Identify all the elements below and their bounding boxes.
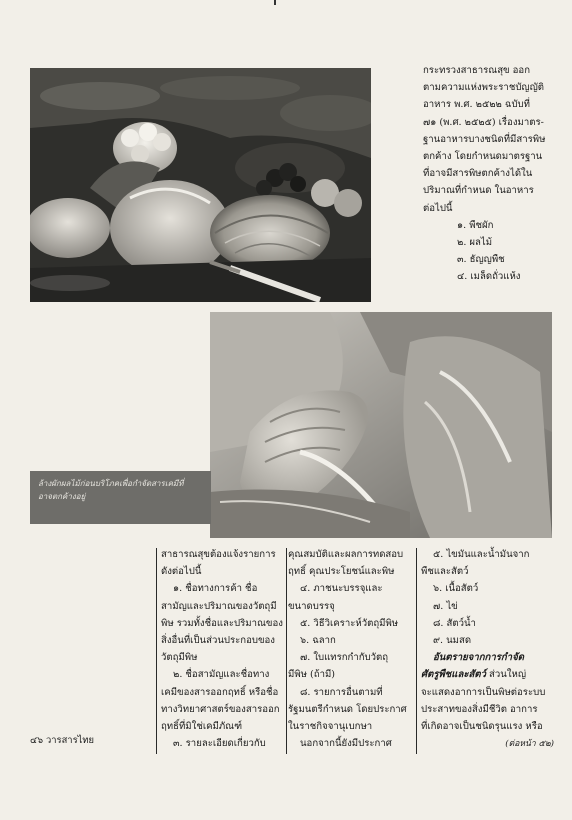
text-line: เคมีของสารออกฤทธิ์ หรือชื่อ [161, 686, 279, 698]
food-list-item: ๔. เมล็ดถั่วแห้ง [457, 271, 521, 283]
intro-line: ๗๑ (พ.ศ. ๒๕๒๕) เรื่องมาตร- [423, 116, 544, 128]
text-line: ๑. ชื่อทางการค้า ชื่อ [173, 583, 258, 595]
text-line: พิษ รวมทั้งชื่อและปริมาณของ [161, 617, 283, 629]
text-line: ฤทธิ์ที่มิใช่เคมีภัณฑ์ [161, 721, 243, 733]
text-line: ๗. ใบแทรกกำกับวัตถุ [300, 652, 389, 664]
column-divider [286, 548, 287, 754]
top-mark [274, 0, 276, 5]
text-line: พืชและสัตว์ [421, 566, 469, 578]
text-line: ๗. ไข่ [433, 600, 458, 612]
text-line [421, 666, 554, 683]
text-line: ดังต่อไปนี้ [161, 566, 202, 578]
intro-line: ที่อาจมีสารพิษตกค้างได้ใน [423, 168, 533, 180]
text-line: จะแสดงอาการเป็นพิษต่อระบบ [421, 686, 546, 698]
text-line [421, 718, 554, 735]
vegetables-photo [30, 68, 371, 302]
caption-line: ล้างผักผลไม้ก่อนบริโภคเพื่อกำจัดสารเคมีที่ [38, 479, 184, 488]
text-line: ๘. สัตว์น้ำ [433, 617, 476, 629]
text-line: รัฐมนตรีกำหนด โดยประกาศ [288, 703, 407, 715]
text-line: ประสาทของสิ่งมีชีวิต อาการ [421, 703, 538, 715]
column-divider [416, 548, 417, 754]
page-footer: ๔๖ วารสารไทย [30, 735, 94, 746]
text-fragment: ส่วนใหญ่ [486, 669, 527, 681]
intro-line: ตกค้าง โดยกำหนดมาตรฐาน [423, 151, 543, 163]
section-heading-continued: ศัตรูพืชและสัตว์ [421, 669, 486, 681]
text-line: ฤทธิ์ คุณประโยชน์และพิษ [288, 566, 395, 578]
text-line: นอกจากนี้ยังมีประกาศ [300, 738, 392, 750]
section-heading: อันตรายจากการกำจัด [433, 652, 524, 664]
text-line: สามัญและปริมาณของวัตถุมี [161, 600, 277, 612]
vegetables-photo-graphic [30, 68, 371, 302]
text-line: ๕. ไขมันและน้ำมันจาก [433, 549, 530, 560]
text-line [421, 735, 554, 753]
text-line: สาธารณสุขต้องแจ้งรายการ [161, 549, 276, 560]
text-line: ๖. ฉลาก [300, 635, 336, 647]
text-line: ๖. เนื้อสัตว์ [433, 583, 479, 595]
text-line: ๙. นมสด [433, 635, 472, 647]
washing-vegetables-graphic [210, 312, 552, 538]
intro-line: อาหาร พ.ศ. ๒๕๒๒ ฉบับที่ [423, 99, 530, 111]
text-line: คุณสมบัติและผลการทดสอบ [288, 549, 404, 560]
washing-vegetables-photo [210, 312, 552, 538]
food-list-item: ๓. ธัญญพืช [457, 254, 505, 266]
text-line: วัตถุมีพิษ [161, 652, 198, 664]
food-list-item: ๒. ผลไม้ [457, 237, 493, 249]
caption-line: อาจตกค้างอยู่ [38, 492, 86, 501]
article-column-1 [161, 546, 283, 752]
intro-column [423, 62, 551, 286]
article-column-3 [421, 546, 554, 753]
text-line: ในราชกิจจานุเบกษา [288, 721, 373, 733]
continued-link[interactable]: (ต่อหน้า ๕๒) [505, 739, 554, 750]
text-line: มีพิษ (ถ้ามี) [288, 669, 336, 681]
article-column-2 [288, 546, 412, 752]
text-line: ๕. วิธีวิเคราะห์วัตถุมีพิษ [300, 617, 399, 629]
intro-line: ปริมาณที่กำหนด ในอาหาร [423, 185, 534, 197]
photo-caption [30, 471, 211, 524]
food-list-item: ๑. พืชผัก [457, 219, 494, 231]
text-line: สิ่งอื่นที่เป็นส่วนประกอบของ [161, 635, 275, 647]
text-line: ๓. รายละเอียดเกี่ยวกับ [173, 738, 266, 750]
intro-line: ฐานอาหารบางชนิดที่มีสารพิษ [423, 133, 546, 145]
text-line: ๔. ภาชนะบรรจุและ [300, 583, 383, 595]
column-divider [156, 548, 157, 754]
text-line: ๒. ชื่อสามัญและชื่อทาง [173, 669, 270, 681]
text-fragment: ที่เกิดอาจเป็นชนิดรุนแรง หรือ [421, 721, 543, 733]
intro-line: กระทรวงสาธารณสุข ออก [423, 65, 530, 76]
text-line: ทางวิทยาศาสตร์ของสารออก [161, 703, 280, 715]
intro-line: ตามความแห่งพระราชบัญญัติ [423, 82, 544, 94]
intro-line: ต่อไปนี้ [423, 202, 453, 214]
text-line: ๘. รายการอื่นตามที่ [300, 686, 383, 698]
text-line: ขนาดบรรจุ [288, 600, 335, 612]
